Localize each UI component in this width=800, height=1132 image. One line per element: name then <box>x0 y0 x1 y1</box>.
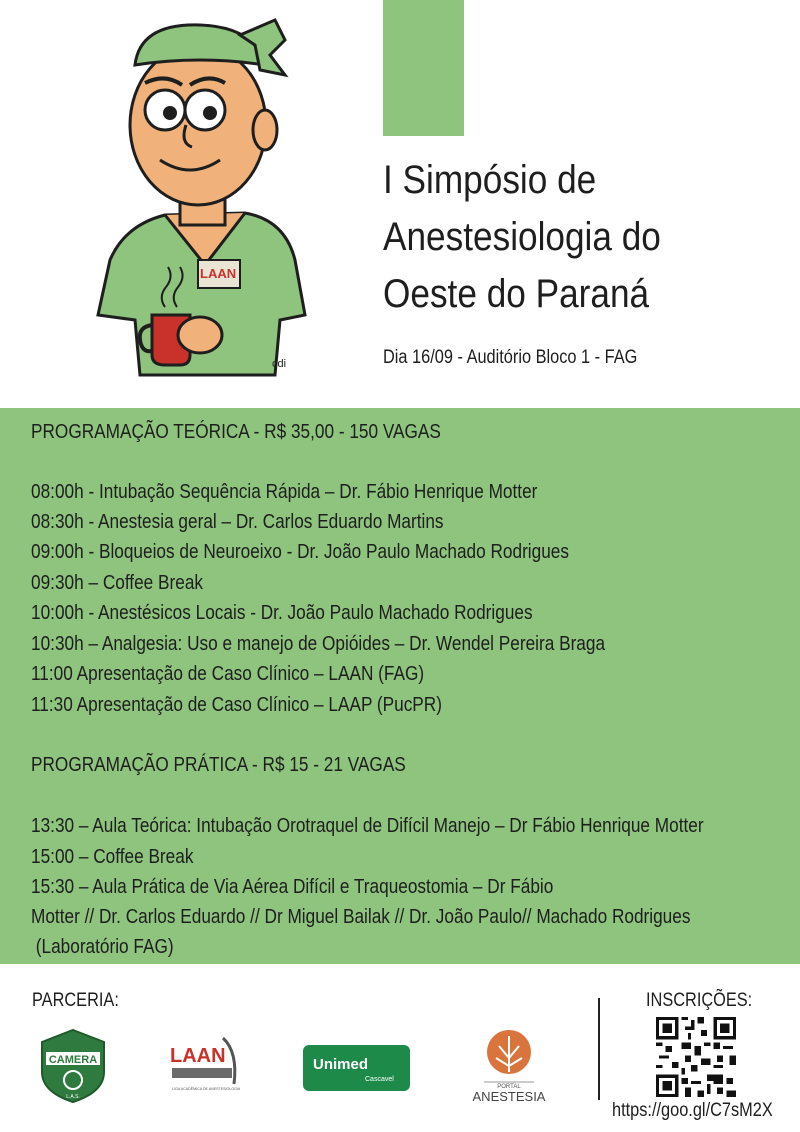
unimed-logo-subtext: Cascavel <box>365 1076 394 1083</box>
laan-logo <box>168 1032 240 1102</box>
anesthesiologist-mascot-illustration <box>80 15 310 380</box>
schedule-item: 09:00h - Bloqueios de Neuroeixo - Dr. João Paulo Machado Rodrigues <box>31 540 569 563</box>
schedule-item: 09:30h – Coffee Break <box>31 571 204 594</box>
schedule-item: 10:00h - Anestésicos Locais - Dr. João Paulo Machado Rodrigues <box>31 601 533 624</box>
schedule-item-continued: Motter // Dr. Carlos Eduardo // Dr Miguel Bailak // Dr. João Paulo// Machado Rodrigues <box>31 905 691 928</box>
schedule-item: 15:30 – Aula Prática de Via Aérea Difícil e Traqueostomia – Dr Fábio <box>31 875 554 898</box>
footer-divider <box>598 998 600 1100</box>
portal-anestesia-logo <box>466 1028 552 1108</box>
top-accent-bar <box>383 0 464 136</box>
schedule-item: 11:00 Apresentação de Caso Clínico – LAAN (FAG) <box>31 662 425 685</box>
unimed-logo <box>303 1045 410 1091</box>
schedule-item: 15:00 – Coffee Break <box>31 845 194 868</box>
partners-label: PARCERIA: <box>32 990 119 1011</box>
registration-qr-code-icon[interactable] <box>656 1017 736 1097</box>
schedule-item: 08:00h - Intubação Sequência Rápida – Dr. Fábio Henrique Motter <box>31 480 538 503</box>
unimed-logo-text: Unimed <box>313 1056 369 1073</box>
schedule-item-continued: (Laboratório FAG) <box>31 935 174 958</box>
camera-logo-text: CAMERA <box>48 1054 98 1066</box>
title-line: Anestesiologia do <box>383 215 661 259</box>
schedule-item: 08:30h - Anestesia geral – Dr. Carlos Eduardo Martins <box>31 510 444 533</box>
mascot-signature: cdi <box>272 358 287 370</box>
schedule-item: 11:30 Apresentação de Caso Clínico – LAAP (PucPR) <box>31 693 442 716</box>
registration-label: INSCRIÇÕES: <box>646 990 753 1011</box>
laan-logo-subtext: LIGA ACADÊMICA DE ANESTESIOLOGIA <box>172 1087 240 1091</box>
mascot-badge-text: LAAN <box>200 266 237 281</box>
title-line: I Simpósio de <box>383 158 597 202</box>
event-date-location: Dia 16/09 - Auditório Bloco 1 - FAG <box>383 347 638 368</box>
laan-logo-text: LAAN <box>170 1045 226 1067</box>
section-heading-practice: PROGRAMAÇÃO PRÁTICA - R$ 15 - 21 VAGAS <box>31 753 406 776</box>
portal-logo-text: ANESTESIA <box>472 1089 546 1104</box>
program-section <box>0 408 800 964</box>
portal-logo-small-text: PORTAL <box>497 1084 521 1090</box>
schedule-item: 10:30h – Analgesia: Uso e manejo de Opióides – Dr. Wendel Pereira Braga <box>31 632 606 655</box>
camera-logo <box>38 1028 108 1104</box>
schedule-item: 13:30 – Aula Teórica: Intubação Orotraquel de Difícil Manejo – Dr Fábio Henrique Motter <box>31 814 704 837</box>
registration-link[interactable]: https://goo.gl/C7sM2X <box>612 1100 773 1121</box>
camera-logo-subtext: L.A.S. <box>66 1094 80 1100</box>
section-heading-theory: PROGRAMAÇÃO TEÓRICA - R$ 35,00 - 150 VAGAS <box>31 420 441 443</box>
title-line: Oeste do Paraná <box>383 272 650 316</box>
event-title <box>383 152 735 323</box>
